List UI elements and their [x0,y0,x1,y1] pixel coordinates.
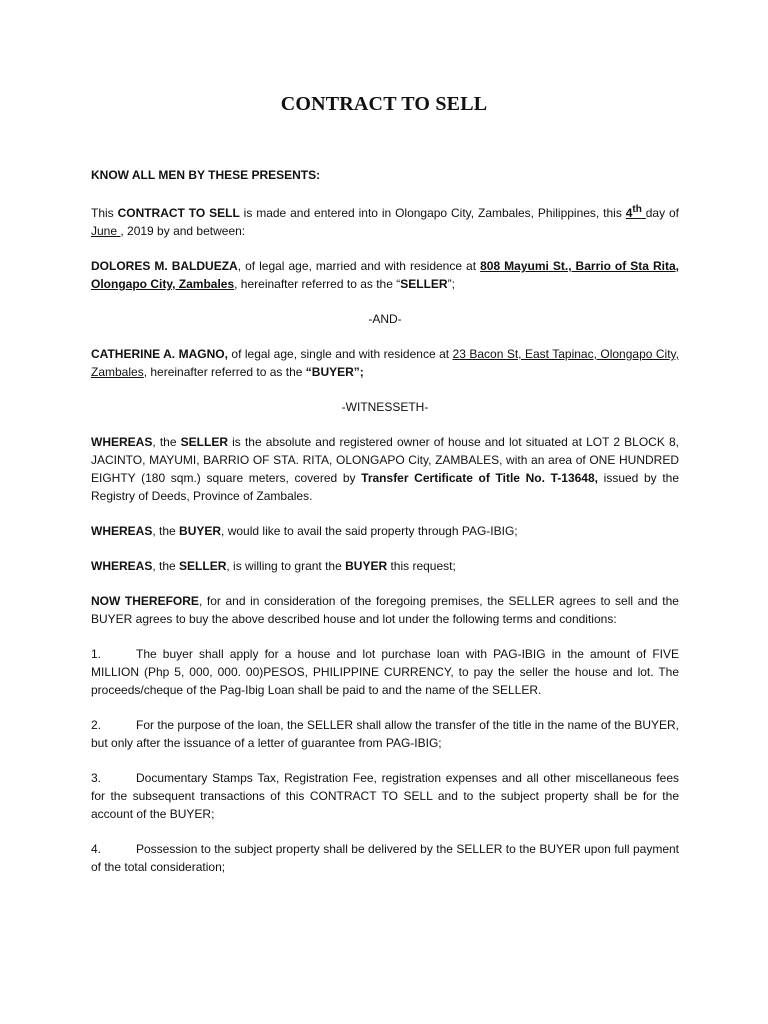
intro-line: KNOW ALL MEN BY THESE PRESENTS: [91,168,321,182]
buyer-role: “BUYER”; [305,365,364,379]
opening-paragraph [91,201,679,240]
term-text: For the purpose of the loan, the SELLER shall allow the transfer of the title in the name of the BUYER, but only after the issuance of a letter of guarantee from PAG-IBIG; [91,718,679,750]
whereas-label: WHEREAS [91,559,153,573]
whereas-paragraph-3 [91,557,679,575]
opening-text-4: , 2019 by and between: [120,224,246,238]
term-item-1 [91,645,679,699]
buyer-paragraph [91,345,679,381]
whereas-text: , the [152,435,181,449]
opening-text-2: is made and entered into in Olongapo City, Zambales, Philippines, this [239,206,626,220]
term-text: Possession to the subject property shall be delivered by the SELLER to the BUYER upon full payment of the total consideration; [91,842,679,874]
seller-role: SELLER [400,277,448,291]
opening-text-3: day of [645,206,679,220]
document-title: CONTRACT TO SELL [280,93,488,115]
term-item-3 [91,769,679,823]
term-number: 3. [91,771,102,785]
seller-term: SELLER [180,435,228,449]
buyer-text: of legal age, single and with residence at [231,347,453,361]
contract-name: CONTRACT TO SELL [117,206,240,220]
seller-address: 808 Mayumi St., Barrio of Sta Rita, Olongapo City, Zambales [91,259,679,291]
term-item-4 [91,840,679,876]
whereas-label: WHEREAS [91,524,153,538]
day-number: 4 [625,206,633,220]
buyer-text-2: , hereinafter referred to as the [143,365,306,379]
and-divider: -AND- [368,312,402,326]
witnesseth-heading: -WITNESSETH- [341,400,429,414]
document-body [91,166,679,876]
whereas-paragraph-1 [91,433,679,505]
buyer-term: BUYER [345,559,388,573]
term-text: Documentary Stamps Tax, Registration Fee, registration expenses and all other miscellaneous fees for the subsequent transactions of this CONTRACT TO SELL and to the subject property shall be for the account of the BUYER; [91,771,679,821]
registry-text: issued by the Registry of Deeds, Province of Zambales. [91,471,680,503]
day-suffix: th [632,204,642,215]
whereas-text: , the [152,559,180,573]
term-number: 4. [91,842,102,856]
term-number: 2. [91,718,102,732]
contract-day [626,206,646,220]
whereas-text: , the [152,524,180,538]
now-therefore-label: NOW THEREFORE [91,594,199,608]
term-text: The buyer shall apply for a house and lot purchase loan with PAG-IBIG in the amount of FIVE MILLION (Php 5, 000, 000. 00)PESOS, PHILIPPINE CURRENCY, to pay the seller the house and lot. The proceeds/cheque of the Pag-Ibig Loan shall be paid to and the name of the SELLER. [91,647,679,697]
contract-month: June [91,224,121,238]
now-therefore-text: , for and in consideration of the foregoing premises, the SELLER agrees to sell and the BUYER agrees to buy the above described house and lot under the following terms and conditions: [91,594,679,626]
seller-text-3: ”; [447,277,455,291]
now-therefore-paragraph [91,592,679,628]
title-number: Transfer Certificate of Title No. T-13648, [361,471,598,485]
seller-name: DOLORES M. BALDUEZA [91,259,238,273]
buyer-address: 23 Bacon St, East Tapinac, Olongapo City, Zambales [91,347,679,379]
seller-paragraph [91,257,679,293]
seller-text-2: , hereinafter referred to as the “ [234,277,401,291]
opening-text: This [91,206,118,220]
term-number: 1. [91,647,102,661]
whereas-paragraph-2 [91,522,679,540]
buyer-name: CATHERINE A. MAGNO, [91,347,232,361]
buyer-term: BUYER [179,524,222,538]
seller-term: SELLER [179,559,227,573]
whereas-text-2: , is willing to grant the [226,559,346,573]
whereas-text-3: this request; [387,559,456,573]
seller-text: , of legal age, married and with residence at [237,259,481,273]
whereas-label: WHEREAS [91,435,153,449]
property-description: is the absolute and registered owner of house and lot situated at LOT 2 BLOCK 8, JACINTO, MAYUMI, BARRIO OF STA. RITA, OLONGAPO City, ZAMBALES, with an area of ONE HUNDRED EIGHTY (180 sqm.) square meters, covered by [91,435,680,485]
term-item-2 [91,716,679,752]
whereas-text-2: , would like to avail the said property through PAG-IBIG; [221,524,518,538]
